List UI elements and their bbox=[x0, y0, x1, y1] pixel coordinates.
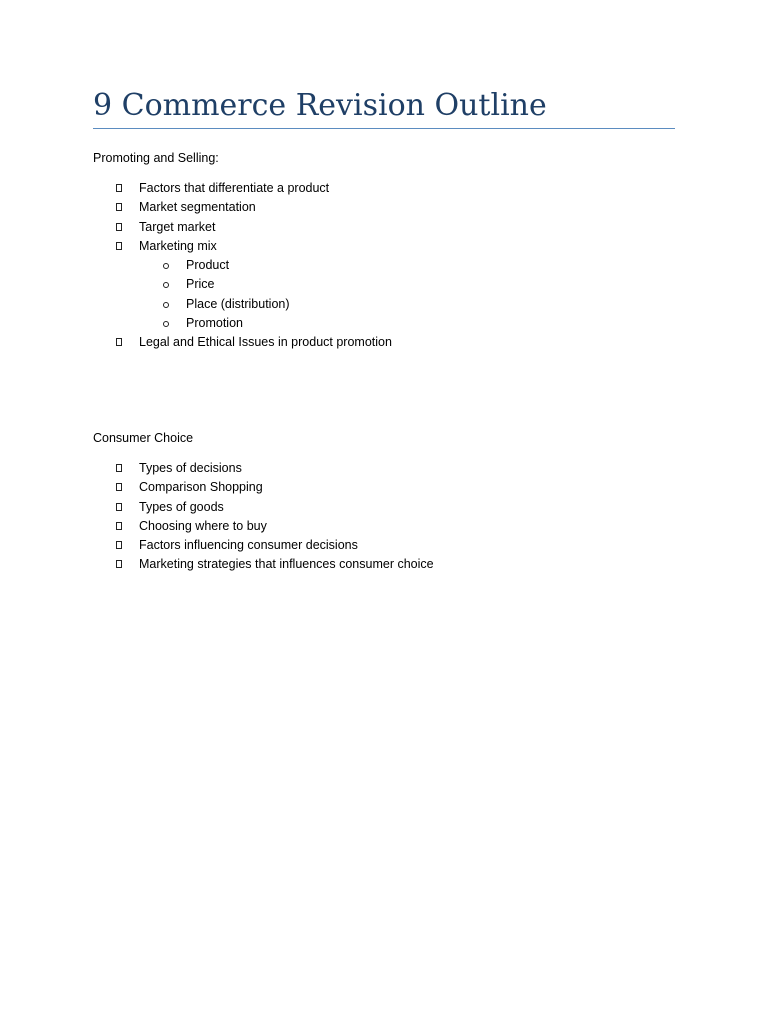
square-bullet-icon bbox=[116, 242, 122, 250]
sub-list-item-text: Place (distribution) bbox=[186, 296, 290, 311]
document-title: 9 Commerce Revision Outline bbox=[93, 88, 547, 123]
square-bullet-icon bbox=[116, 483, 122, 491]
circle-bullet-icon bbox=[163, 263, 169, 269]
section-heading-promoting-selling: Promoting and Selling: bbox=[93, 151, 219, 165]
list-item-text: Legal and Ethical Issues in product promotion bbox=[139, 335, 392, 350]
circle-bullet-icon bbox=[163, 321, 169, 327]
section-heading-consumer-choice: Consumer Choice bbox=[93, 431, 194, 445]
sub-list-item-text: Promotion bbox=[186, 316, 243, 331]
sub-list-item-text: Price bbox=[186, 277, 215, 292]
list-item-text: Factors that differentiate a product bbox=[139, 181, 330, 195]
title-underline bbox=[93, 128, 675, 129]
square-bullet-icon bbox=[116, 223, 122, 231]
list-item-text: Marketing mix bbox=[139, 238, 217, 253]
list-item-text: Marketing strategies that influences consumer choice bbox=[139, 557, 434, 572]
circle-bullet-icon bbox=[163, 302, 169, 308]
square-bullet-icon bbox=[116, 541, 122, 549]
square-bullet-icon bbox=[116, 522, 122, 530]
square-bullet-icon bbox=[116, 503, 122, 511]
square-bullet-icon bbox=[116, 203, 122, 211]
square-bullet-icon bbox=[116, 184, 122, 192]
list-item-text: Target market bbox=[139, 219, 216, 234]
list-item-text: Factors influencing consumer decisions bbox=[139, 538, 358, 553]
sub-list-item-text: Product bbox=[186, 258, 230, 273]
circle-bullet-icon bbox=[163, 282, 169, 288]
square-bullet-icon bbox=[116, 560, 122, 568]
list-item-text: Comparison Shopping bbox=[139, 480, 263, 495]
list-item-text: Market segmentation bbox=[139, 200, 256, 215]
list-item-text: Types of goods bbox=[139, 499, 224, 514]
list-item-text: Choosing where to buy bbox=[139, 518, 267, 533]
square-bullet-icon bbox=[116, 338, 122, 346]
square-bullet-icon bbox=[116, 464, 122, 472]
list-item-text: Types of decisions bbox=[139, 461, 242, 475]
